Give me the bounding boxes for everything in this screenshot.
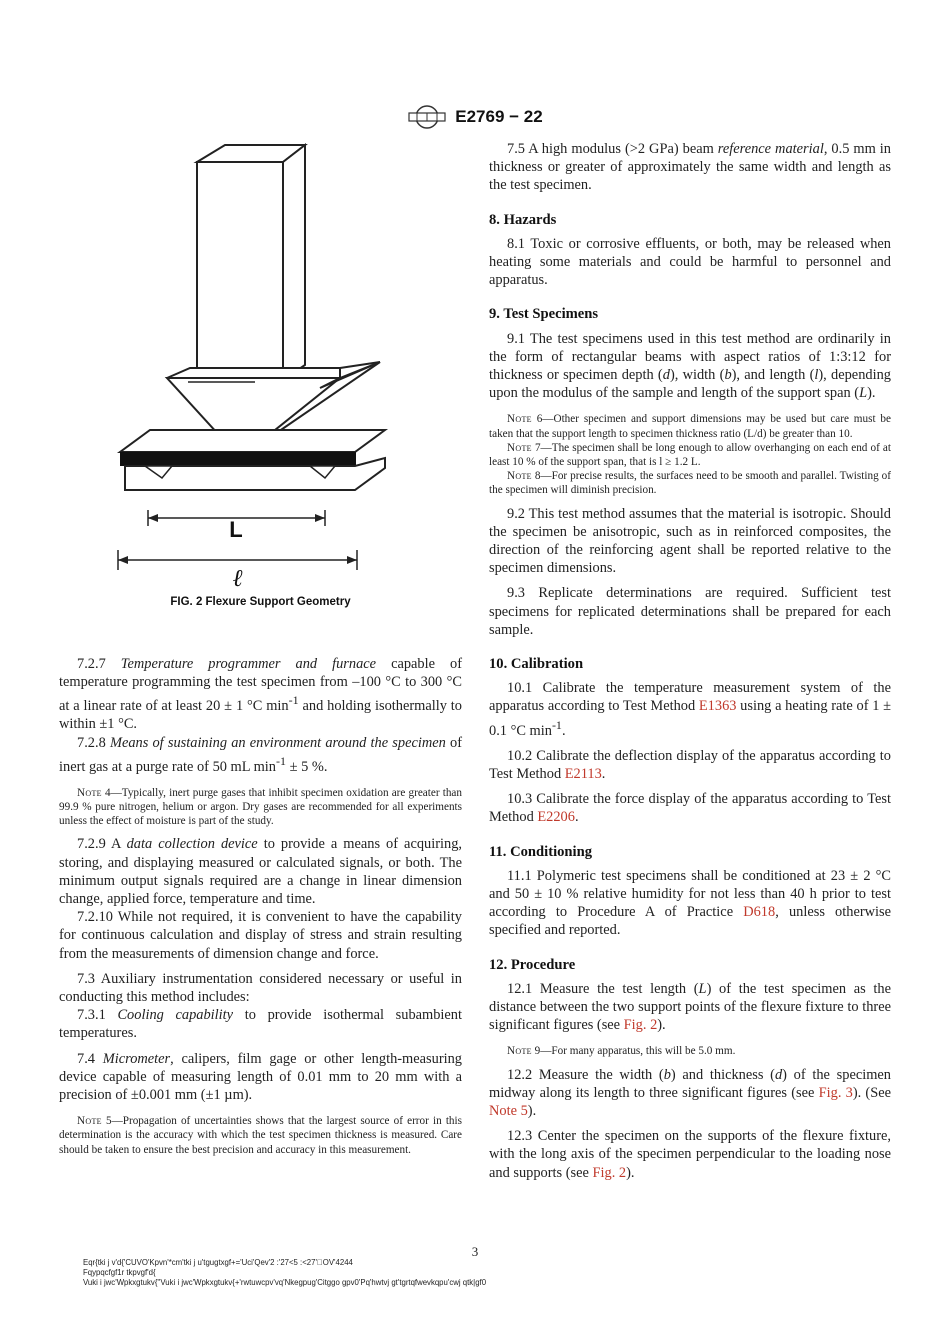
left-column (59, 655, 462, 1157)
section-8-heading: 8. Hazards (489, 211, 557, 228)
link-e1363[interactable]: E1363 (698, 698, 737, 715)
para-12-2: 12.2 Measure the width (b) and thickness (d) of the specimen midway along its length to three significant figures (see Fig. 3). (See Note 5). (489, 1066, 891, 1119)
para-10-1: 10.1 Calibrate the temperature measurement system of the apparatus according to Test Method E1363 using a heating rate of 1 ± 0.1 °C $\min^{-1}$. (489, 680, 891, 739)
length-label: ℓ (232, 566, 244, 592)
right-column (489, 140, 891, 1182)
figure-caption: FIG. 2 Flexure Support Geometry (170, 596, 351, 608)
para-9-3: 9.3 Replicate determinations are required. Sufficient test specimens for replicated determinations shall be prepared for each sample. (489, 585, 891, 638)
note-9: Note 9—For many apparatus, this will be 5.0 mm. (507, 1045, 736, 1058)
astm-logo-icon (407, 104, 447, 130)
license-footer: Eqr{tki j v'd{'CUVO'Kpvn'*cm'tki j u'tgugtxgf+='Uci'Qev'2 :'27<5 :<27' OV'4244 Fqypqcfgf1r tkpvgf'd{ Vuki i jwc'Wpkxgtukv{''Vuki i jwc'Wpkxgtukv{+'rwtuwcpv'vq'Nkegpug'Citggo gpv0'Pq'hwtvj gt'tgrtqfwevkqpu'cwj qtk|gf0 (83, 1258, 487, 1287)
para-7-3-1: 7.3.1 Cooling capability to provide isothermal subambient temperatures. (59, 1007, 462, 1042)
note-5: Note 5—Propagation of uncertainties shows that the largest source of error in this determination is the accuracy with which the test specimen thickness is measured. Care should be taken to ensure the best precision and accuracy in this measurement. (59, 1115, 462, 1156)
span-label: L (229, 517, 243, 542)
link-fig-2[interactable]: Fig. 2 (623, 1017, 658, 1034)
para-7-4: 7.4 Micrometer, calipers, film gage or other length-measuring device capable of measuring length of 0.01 mm to 20 mm with a precision of ±0.001 mm (±1 µm). (59, 1050, 463, 1104)
note-6: Note 6—Other specimen and support dimensions may be used but care must be taken that the support length to specimen thickness ratio (L/d) be greater than 10. (489, 413, 891, 440)
note-4: Note 4—Typically, inert purge gases that inhibit specimen oxidation are greater than 99.9 % pure nitrogen, helium or argon. Dry gases are recommended for all experiments unless the effect of moisture is part of the study. (59, 786, 462, 828)
para-7-2-9: 7.2.9 A data collection device to provide a means of acquiring, storing, and displaying measured or calculated signals, or both. The minimum output signals required are a change in linear dimension change, applied force, temperature and time. (59, 836, 462, 908)
para-7-2-8: 7.2.8 Means of sustaining an environment around the specimen of inert gas at a purge rate of 50 mL $\min^{-1} \pm 5$ %. (59, 734, 462, 775)
para-9-1: 9.1 The test specimens used in this test method are ordinarily in the form of rectangular beams with aspect ratios of 1:3:12 for thickness or specimen depth (d), width (b), and length (l), depending upon the modulus of the sample and length of the support span (L). (489, 330, 891, 402)
para-9-2: 9.2 This test method assumes that the material is isotropic. Should the specimen be anisotropic, such as in reinforced composites, the direction of the reinforcing agent shall be reported relative to the specimen dimensions. (489, 505, 891, 577)
page-header (0, 104, 950, 130)
para-11-1: 11.1 Polymeric test specimens shall be conditioned at 23 ± 2 °C and 50 ± 10 % relative humidity for not less than 40 h prior to test according to Procedure A of Practice D618, unless otherwise specified and reported. (489, 867, 891, 939)
link-e2206[interactable]: E2206 (537, 809, 575, 826)
document-title: E2769 − 22 (455, 107, 543, 126)
section-12-heading: 12. Procedure (489, 956, 576, 973)
para-7-2-10: 7.2.10 While not required, it is convenient to have the capability for continuous calculation and display of stress and strain resulting from the measurements of dimension change and force. (59, 909, 462, 962)
section-9-heading: 9. Test Specimens (489, 306, 599, 323)
page-number: 3 (471, 1244, 479, 1259)
para-7-5: 7.5 A high modulus (>2 GPa) beam reference material, 0.5 mm in thickness or greater of approximately the same width and length as the test specimen. (489, 141, 891, 194)
para-12-3: 12.3 Center the specimen on the supports of the flexure fixture, with the long axis of the specimen perpendicular to the loading nose and supports (see Fig. 2). (489, 1128, 891, 1181)
note-8: Note 8—For precise results, the surfaces need to be smooth and parallel. Twisting of the specimen will diminish precision. (489, 470, 891, 497)
link-d618[interactable]: D618 (743, 904, 776, 921)
link-note-5[interactable]: Note 5 (489, 1102, 528, 1119)
para-7-2-7: 7.2.7 Temperature programmer and furnace capable of temperature programming the test specimen from –100 °C to 300 °C at a linear rate of at least 20 ± 1 °C $\min^{-1}$ and holding isothermally to within ±1 °C. (59, 656, 463, 733)
para-8-1: 8.1 Toxic or corrosive effluents, or both, may be released when heating some materials and could be harmful to personnel and apparatus. (489, 235, 891, 289)
para-12-1: 12.1 Measure the test length (L) of the test specimen as the distance between the two support points of the flexure fixture to three significant figures (see Fig. 2). (489, 980, 892, 1034)
para-7-3: 7.3 Auxiliary instrumentation considered necessary or useful in conducting this method includes: (59, 970, 462, 1006)
para-10-2: 10.2 Calibrate the deflection display of the apparatus according to Test Method E2113. (489, 747, 891, 782)
flexure-support-figure (100, 140, 390, 620)
para-10-3: 10.3 Calibrate the force display of the apparatus according to Test Method E2206. (489, 791, 891, 826)
section-11-heading: 11. Conditioning (489, 843, 593, 860)
note-7: Note 7—The specimen shall be long enough to allow overhanging on each end of at least 10 % of the support span, that is l ≥ 1.2 L. (489, 441, 891, 469)
link-fig-3[interactable]: Fig. 3 (818, 1084, 853, 1101)
link-fig-2b[interactable]: Fig. 2 (592, 1164, 627, 1181)
section-10-heading: 10. Calibration (489, 656, 584, 673)
link-e2113[interactable]: E2113 (564, 765, 602, 782)
